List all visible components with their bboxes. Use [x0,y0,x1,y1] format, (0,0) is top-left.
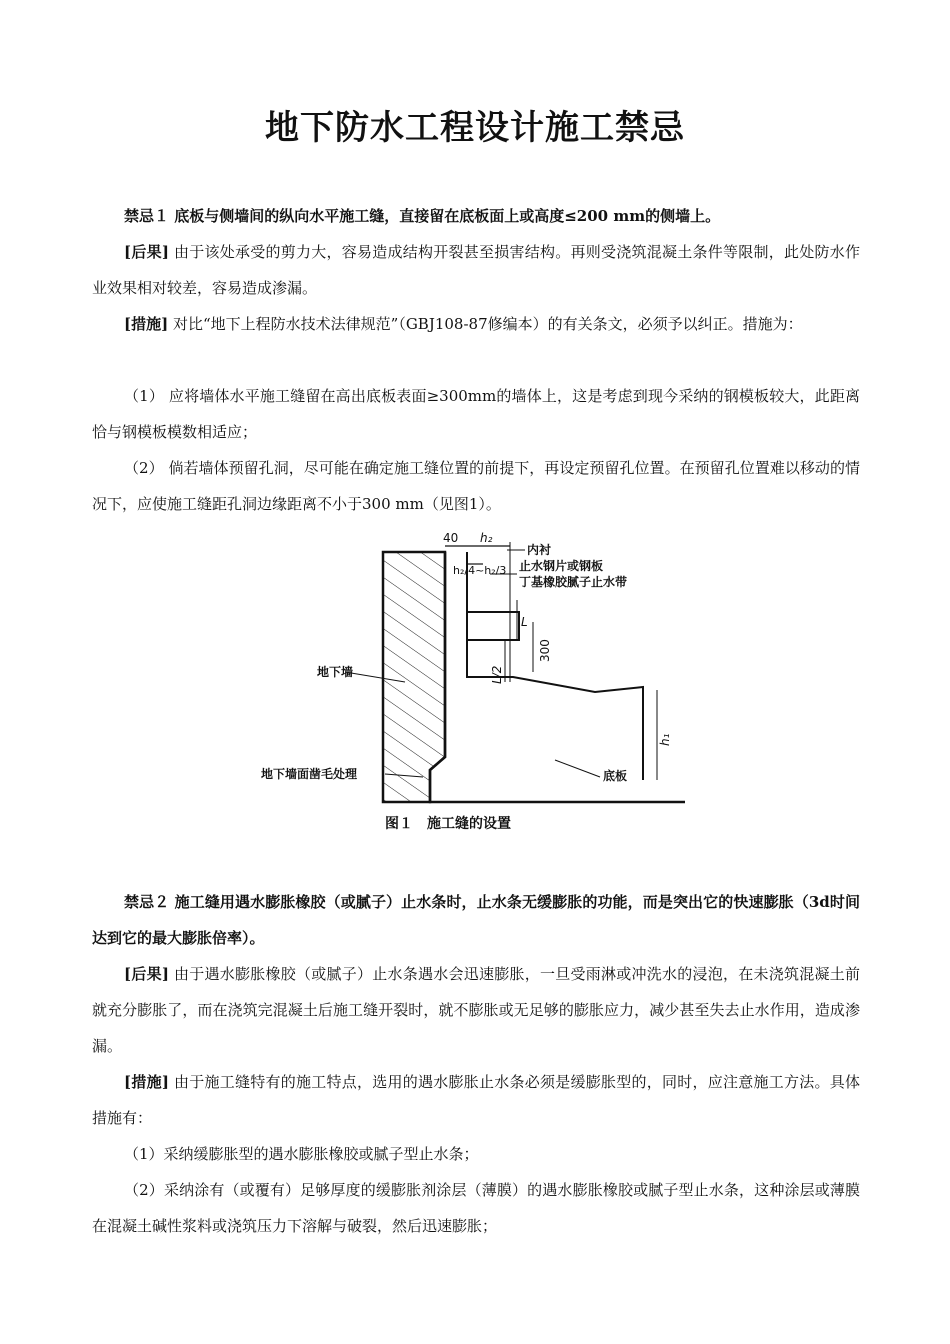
result-tag: [后果] [124,965,169,983]
label-h2: h₂ [480,531,493,545]
section-2-heading: 禁忌２ 施工缝用遇水膨胀橡胶（或腻子）止水条时，止水条无缓膨胀的功能，而是突出它的快速膨胀（3d时间达到它的最大膨胀倍率）。 [92,893,860,947]
measure-tag: [措施] [124,315,169,333]
label-base-slab: 底板 [603,769,628,783]
section-2-item-2: （2）采纳涂有（或覆有）足够厚度的缓膨胀剂涂层（薄膜）的遇水膨胀橡胶或腻子型止水条，这种涂层或薄膜在混凝土碱性浆料或浇筑压力下溶解与破裂，然后迅速膨胀； [92,1181,860,1235]
label-ratio: h₂/4~h₂/3 [453,564,507,577]
construction-joint-diagram [255,522,695,840]
measure-tag: [措施] [124,1073,169,1091]
label-h1: h₁ [658,733,672,746]
figure-construction-joint [255,522,695,840]
label-waterstop-1: 止水钢片或钢板 [519,559,604,573]
section-1-item-1: （1） 应将墙体水平施工缝留在高出底板表面≥300mm的墙体上，这是考虑到现今采纳的钢模板较大，此距离恰与钢模板模数相适应； [92,387,860,441]
measure-text: 由于施工缝特有的施工特点，选用的遇水膨胀止水条必须是缓膨胀型的，同时，应注意施工方法。具体措施有： [92,1073,860,1127]
section-1-measure [92,306,860,342]
section-1-item-2: （2） 倘若墙体预留孔洞，尽可能在确定施工缝位置的前提下，再设定预留孔位置。在预留孔位置难以移动的情况下，应使施工缝距孔洞边缘距离不小于300 mm（见图1）。 [92,459,860,513]
section-2-item-1: （1）采纳缓膨胀型的遇水膨胀橡胶或腻子型止水条； [124,1145,479,1163]
figure-caption: 图１ 施工缝的设置 [385,816,511,832]
label-L: L [521,615,528,629]
section-1-heading: 禁忌１ 底板与侧墙间的纵向水平施工缝，直接留在底板面上或高度≤200 mm的侧墙上。 [124,207,721,225]
label-underground-wall: 地下墙 [317,665,354,679]
result-text: 由于遇水膨胀橡胶（或腻子）止水条遇水会迅速膨胀，一旦受雨淋或冲洗水的浸泡，在未浇筑混凝土前就充分膨胀了，而在浇筑完混凝土后施工缝开裂时，就不膨胀或无足够的膨胀应力，减少甚至失去止水作用，造成渗漏。 [92,965,860,1055]
section-2-result [92,956,860,1064]
waterstop-bar [467,612,519,640]
label-40: 40 [443,531,459,545]
result-tag: [后果] [124,243,169,261]
label-300: 300 [538,639,552,662]
section-1-result [92,234,860,306]
result-text: 由于该处承受的剪力大，容易造成结构开裂甚至损害结构。再则受浇筑混凝土条件等限制，此处防水作业效果相对较差，容易造成渗漏。 [92,243,860,297]
section-2-measure [92,1064,860,1136]
label-L2: L/2 [490,665,504,684]
measure-text: 对比“地下上程防水技术法律规范”（GBJ108-87修编本）的有关条文，必须予以纠正。措施为： [172,315,803,333]
label-inner-lining: 内衬 [527,543,552,557]
page-title: 地下防水工程设计施工禁忌 [265,108,685,148]
label-wall-surface: 地下墙面凿毛处理 [261,767,358,781]
label-waterstop-2: 丁基橡胶腻子止水带 [519,575,628,589]
